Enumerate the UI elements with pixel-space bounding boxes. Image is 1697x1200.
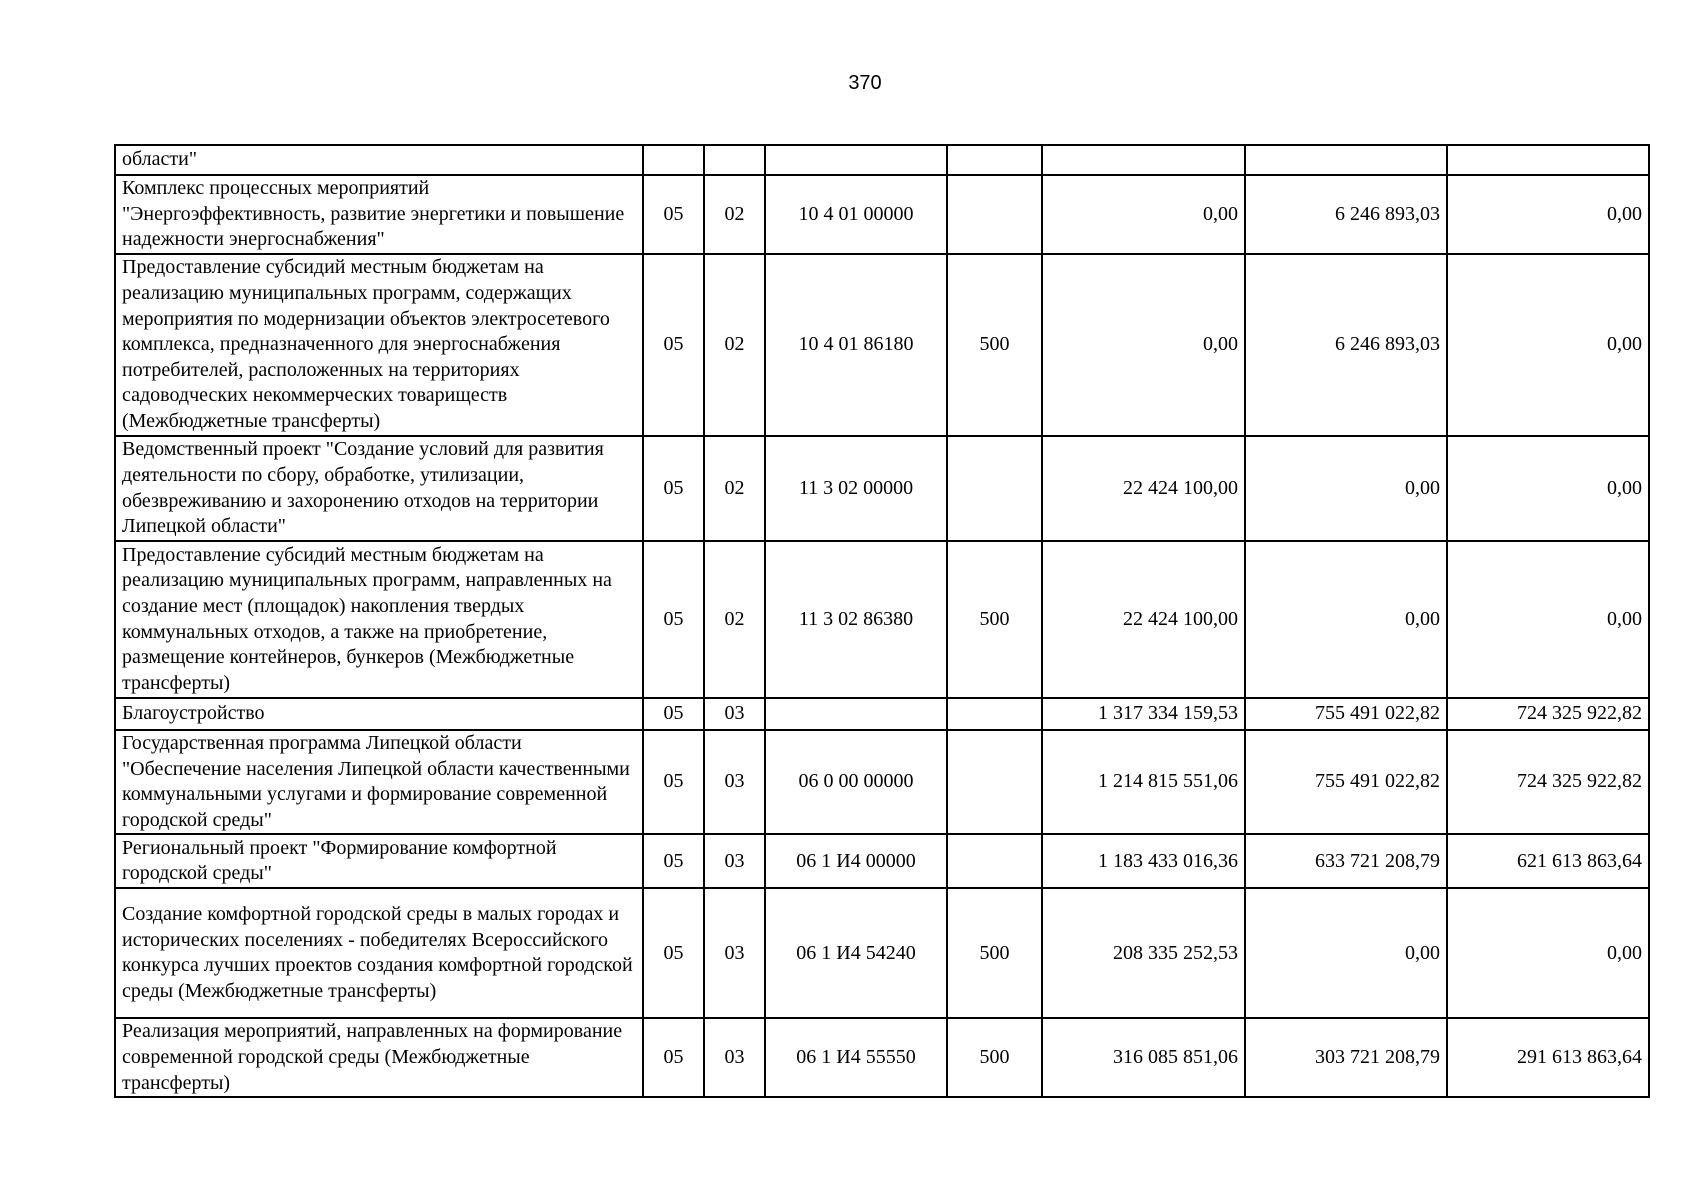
podrazdel-cell: 02 (704, 436, 765, 541)
row-name: Комплекс процессных мероприятий "Энергоэффективность, развитие энергетики и повышение надежности энергоснабжения" (115, 175, 643, 254)
amount-cell: 22 424 100,00 (1042, 541, 1245, 698)
row-name: Государственная программа Липецкой области "Обеспечение населения Липецкой области качественными коммунальными услугами и формирование современной городской среды" (115, 730, 643, 834)
razdel-cell: 05 (643, 698, 704, 730)
amount-cell: 1 183 433 016,36 (1042, 834, 1245, 888)
razdel-cell: 05 (643, 1018, 704, 1097)
row-name: Региональный проект "Формирование комфортной городской среды" (115, 834, 643, 888)
razdel-cell: 05 (643, 541, 704, 698)
razdel-cell: 05 (643, 888, 704, 1018)
amount-cell: 0,00 (1447, 436, 1649, 541)
amount-cell (1042, 145, 1245, 175)
razdel-cell: 05 (643, 834, 704, 888)
row-name: Ведомственный проект "Создание условий для развития деятельности по сбору, обработке, утилизации, обезвреживанию и захоронению отходов на территории Липецкой области" (115, 436, 643, 541)
amount-cell: 755 491 022,82 (1245, 730, 1447, 834)
amount-cell: 0,00 (1245, 888, 1447, 1018)
page-number: 370 (848, 72, 882, 94)
row-name: области" (115, 145, 643, 175)
podrazdel-cell: 03 (704, 698, 765, 730)
amount-cell: 303 721 208,79 (1245, 1018, 1447, 1097)
amount-cell: 6 246 893,03 (1245, 175, 1447, 254)
amount-cell: 0,00 (1245, 541, 1447, 698)
amount-cell: 1 317 334 159,53 (1042, 698, 1245, 730)
amount-cell: 0,00 (1447, 175, 1649, 254)
amount-cell: 621 613 863,64 (1447, 834, 1649, 888)
amount-cell: 0,00 (1447, 254, 1649, 436)
amount-cell: 724 325 922,82 (1447, 730, 1649, 834)
podrazdel-cell: 03 (704, 1018, 765, 1097)
amount-cell (1447, 145, 1649, 175)
expense-type-cell: 500 (947, 888, 1042, 1018)
amount-cell: 291 613 863,64 (1447, 1018, 1649, 1097)
amount-cell: 0,00 (1042, 175, 1245, 254)
table-row (115, 698, 1649, 730)
row-name: Реализация мероприятий, направленных на формирование современной городской среды (Межбюджетные трансферты) (115, 1018, 643, 1097)
target-article-cell (765, 145, 947, 175)
table-row (115, 1018, 1649, 1097)
amount-cell: 208 335 252,53 (1042, 888, 1245, 1018)
razdel-cell: 05 (643, 254, 704, 436)
razdel-cell: 05 (643, 730, 704, 834)
table-row (115, 436, 1649, 541)
table-row (115, 541, 1649, 698)
expense-type-cell (947, 834, 1042, 888)
target-article-cell: 06 1 И4 55550 (765, 1018, 947, 1097)
table-row (115, 175, 1649, 254)
target-article-cell (765, 698, 947, 730)
amount-cell: 633 721 208,79 (1245, 834, 1447, 888)
amount-cell: 724 325 922,82 (1447, 698, 1649, 730)
podrazdel-cell: 03 (704, 730, 765, 834)
expense-type-cell (947, 698, 1042, 730)
amount-cell: 316 085 851,06 (1042, 1018, 1245, 1097)
podrazdel-cell: 02 (704, 541, 765, 698)
expense-type-cell (947, 145, 1042, 175)
podrazdel-cell (704, 145, 765, 175)
budget-table (114, 144, 1650, 1098)
row-name: Предоставление субсидий местным бюджетам на реализацию муниципальных программ, содержащих мероприятия по модернизации объектов электросетевого комплекса, предназначенного для энергоснабжения потребителей, расположенных на территориях садоводческих некоммерческих товариществ (Межбюджетные трансферты) (115, 254, 643, 436)
table-row (115, 730, 1649, 834)
amount-cell: 22 424 100,00 (1042, 436, 1245, 541)
amount-cell: 0,00 (1447, 541, 1649, 698)
podrazdel-cell: 03 (704, 888, 765, 1018)
table-row (115, 888, 1649, 1018)
amount-cell: 0,00 (1447, 888, 1649, 1018)
row-name: Создание комфортной городской среды в малых городах и исторических поселениях - победителях Всероссийского конкурса лучших проектов создания комфортной городской среды (Межбюджетные трансферты) (115, 888, 643, 1018)
amount-cell: 6 246 893,03 (1245, 254, 1447, 436)
expense-type-cell: 500 (947, 1018, 1042, 1097)
table-row (115, 145, 1649, 175)
target-article-cell: 06 1 И4 00000 (765, 834, 947, 888)
target-article-cell: 06 1 И4 54240 (765, 888, 947, 1018)
target-article-cell: 11 3 02 00000 (765, 436, 947, 541)
table-row (115, 254, 1649, 436)
row-name: Благоустройство (115, 698, 643, 730)
target-article-cell: 10 4 01 00000 (765, 175, 947, 254)
target-article-cell: 06 0 00 00000 (765, 730, 947, 834)
expense-type-cell (947, 175, 1042, 254)
razdel-cell (643, 145, 704, 175)
razdel-cell: 05 (643, 175, 704, 254)
amount-cell: 0,00 (1245, 436, 1447, 541)
target-article-cell: 10 4 01 86180 (765, 254, 947, 436)
expense-type-cell: 500 (947, 541, 1042, 698)
podrazdel-cell: 02 (704, 175, 765, 254)
amount-cell: 1 214 815 551,06 (1042, 730, 1245, 834)
target-article-cell: 11 3 02 86380 (765, 541, 947, 698)
expense-type-cell (947, 730, 1042, 834)
row-name: Предоставление субсидий местным бюджетам на реализацию муниципальных программ, направленных на создание мест (площадок) накопления твердых коммунальных отходов, а также на приобретение, размещение контейнеров, бункеров (Межбюджетные трансферты) (115, 541, 643, 698)
expense-type-cell (947, 436, 1042, 541)
amount-cell: 755 491 022,82 (1245, 698, 1447, 730)
amount-cell (1245, 145, 1447, 175)
amount-cell: 0,00 (1042, 254, 1245, 436)
expense-type-cell: 500 (947, 254, 1042, 436)
podrazdel-cell: 02 (704, 254, 765, 436)
table-row (115, 834, 1649, 888)
razdel-cell: 05 (643, 436, 704, 541)
podrazdel-cell: 03 (704, 834, 765, 888)
